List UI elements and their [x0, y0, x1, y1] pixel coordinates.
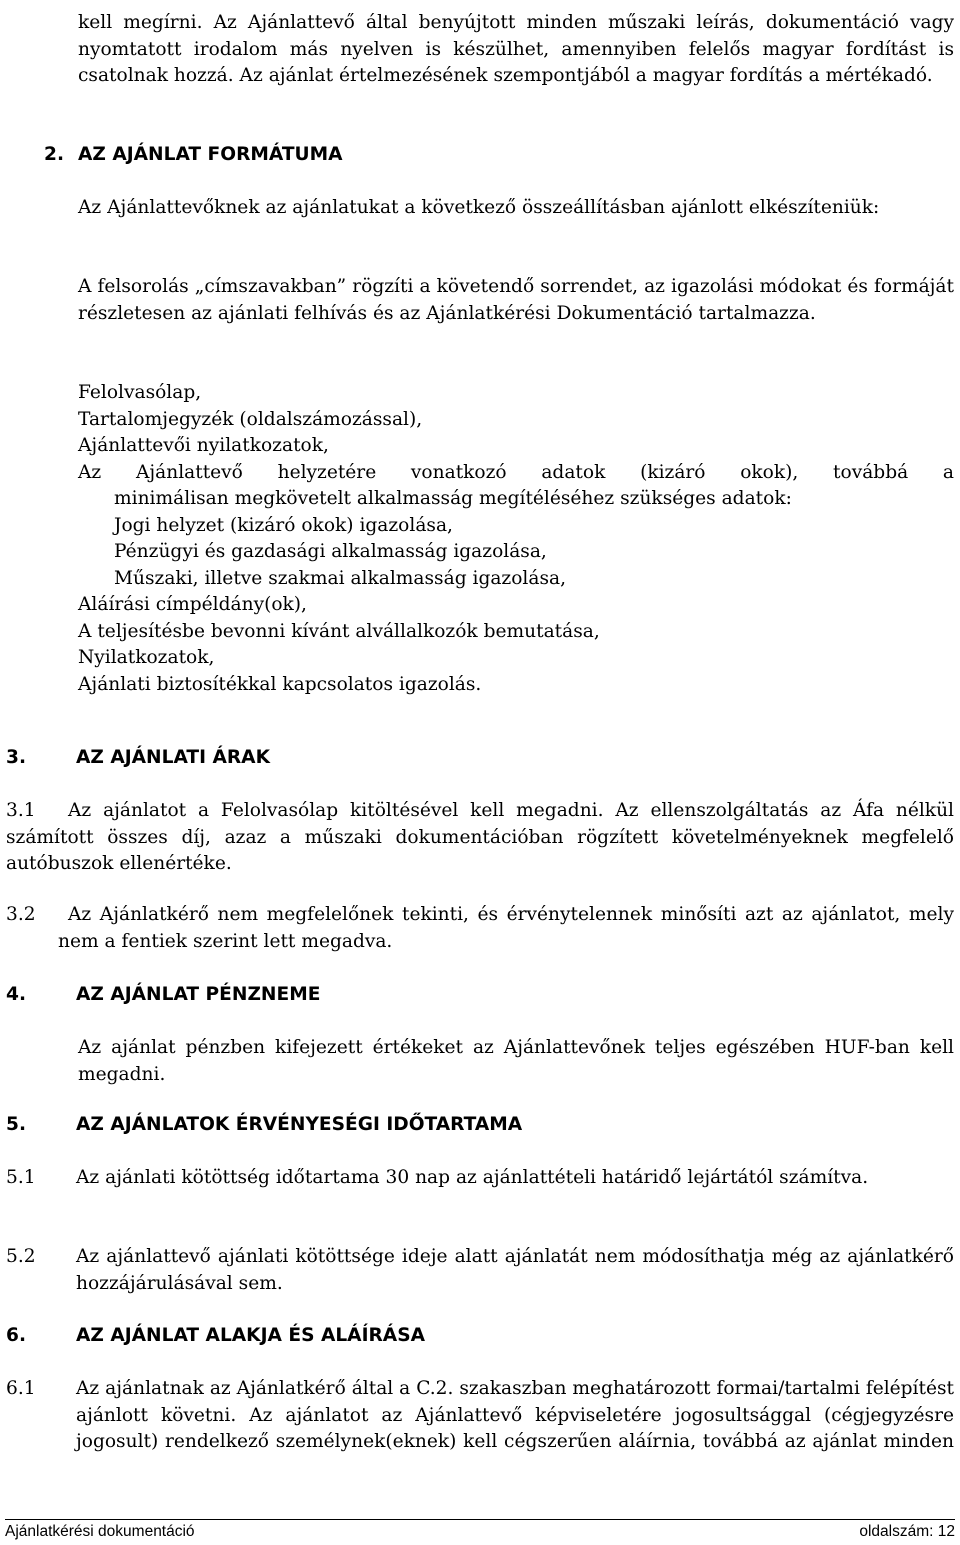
list-item: Nyilatkozatok,: [78, 647, 215, 668]
section-5-number: 5.: [6, 1114, 27, 1135]
list-item: Aláírási címpéldány(ok),: [78, 594, 307, 615]
section-4-number: 4.: [6, 984, 27, 1005]
section-5-item-1: [6, 1165, 954, 1192]
section-5-item-2: [6, 1244, 954, 1297]
section-3-number: 3.: [6, 747, 27, 768]
item-text: Az ajánlati kötöttség időtartama 30 nap az ajánlattételi határidő lejártától számítva.: [76, 1167, 869, 1188]
list-item: A teljesítésbe bevonni kívánt alvállalkozók bemutatása,: [78, 620, 600, 642]
section-2-list: [78, 380, 954, 698]
item-label: 5.2: [6, 1246, 36, 1267]
section-5-heading: [6, 1112, 522, 1138]
section-2-paragraph-2: A felsorolás „címszavakban” rögzíti a követendő sorrendet, az igazolási módokat és formáját részletesen az ajánlati felhívás és az Ajánlatkérési Dokumentáció tartalmazza.: [78, 276, 954, 324]
section-3-title: AZ AJÁNLATI ÁRAK: [76, 747, 270, 768]
section-2-heading: [44, 142, 343, 168]
list-item: Műszaki, illetve szakmai alkalmasság igazolása,: [114, 567, 566, 589]
section-4-paragraph: Az ajánlat pénzben kifejezett értékeket az Ajánlattevőnek teljes egészében HUF-ban kell megadni.: [78, 1037, 954, 1085]
item-text: Az ajánlattevő ajánlati kötöttsége ideje alatt ajánlatát nem módosíthatja még az ajánlatkérő hozzájárulásával sem.: [76, 1246, 954, 1294]
footer-page-number: oldalszám: 12: [859, 1523, 955, 1540]
item-text: Az Ajánlatkérő nem megfelelőnek tekinti, és érvénytelennek minősíti azt az ajánlatot, mely nem a fentiek szerint lett megadva.: [58, 904, 954, 952]
section-4-title: AZ AJÁNLAT PÉNZNEME: [76, 984, 321, 1005]
item-label: 5.1: [6, 1167, 36, 1188]
section-6-heading: [6, 1323, 425, 1349]
section-6-item-1: [6, 1376, 954, 1456]
section-4-heading: [6, 982, 320, 1008]
item-text: Az ajánlatot a Felolvasólap kitöltésével kell megadni. Az ellenszolgáltatás az Áfa nélkül számított összes díj, azaz a műszaki dokumentációban rögzített követelményeknek megfelelő autóbuszok ellenértéke.: [6, 800, 954, 874]
section-5-title: AZ AJÁNLATOK ÉRVÉNYESÉGI IDŐTARTAMA: [76, 1114, 523, 1135]
list-item: minimálisan megkövetelt alkalmasság megítéléséhez szükséges adatok:: [114, 488, 792, 509]
list-item: Az Ajánlattevő helyzetére vonatkozó adatok (kizáró okok), továbbá a: [78, 461, 954, 483]
item-text: Az ajánlatnak az Ajánlatkérő által a C.2. szakaszban meghatározott formai/tartalmi felépítést ajánlott követni. Az ajánlatot az Ajánlattevő képviseletére jogosultsággal (cégjegyzésre jogosult) rendelkező személynek(eknek) kell cégszerűen aláírnia, továbbá az ajánlat minden: [76, 1378, 954, 1452]
section-3-item-1: [6, 798, 954, 878]
list-item: Pénzügyi és gazdasági alkalmasság igazolása,: [114, 541, 547, 562]
section-2-title: AZ AJÁNLAT FORMÁTUMA: [78, 144, 343, 165]
section-6-title: AZ AJÁNLAT ALAKJA ÉS ALÁÍRÁSA: [76, 1325, 425, 1346]
section-2-number: 2.: [44, 144, 65, 165]
page-footer: [5, 1519, 955, 1541]
section-3-heading: [6, 745, 270, 771]
section-6-number: 6.: [6, 1325, 27, 1346]
list-item: Jogi helyzet (kizáró okok) igazolása,: [114, 514, 453, 536]
section-3-item-2: [6, 902, 954, 955]
list-item: Felolvasólap,: [78, 382, 202, 403]
list-item: Tartalomjegyzék (oldalszámozással),: [78, 408, 423, 430]
list-item: Ajánlattevői nyilatkozatok,: [78, 435, 329, 456]
list-item: Ajánlati biztosítékkal kapcsolatos igazolás.: [78, 673, 482, 695]
footer-document-title: Ajánlatkérési dokumentáció: [5, 1523, 195, 1540]
section-2-paragraph-1: Az Ajánlattevőknek az ajánlatukat a következő összeállításban ajánlott elkészíteniük:: [78, 197, 880, 218]
item-label: 3.2: [6, 904, 36, 925]
intro-paragraph: kell megírni. Az Ajánlattevő által benyújtott minden műszaki leírás, dokumentáció vagy nyomtatott irodalom más nyelven is készülhet, amennyiben felelős magyar fordítást is csatolnak hozzá. Az ajánlat értelmezésének szempontjából a magyar fordítás a mértékadó.: [78, 12, 954, 86]
item-label: 6.1: [6, 1378, 36, 1399]
item-label: 3.1: [6, 800, 36, 821]
